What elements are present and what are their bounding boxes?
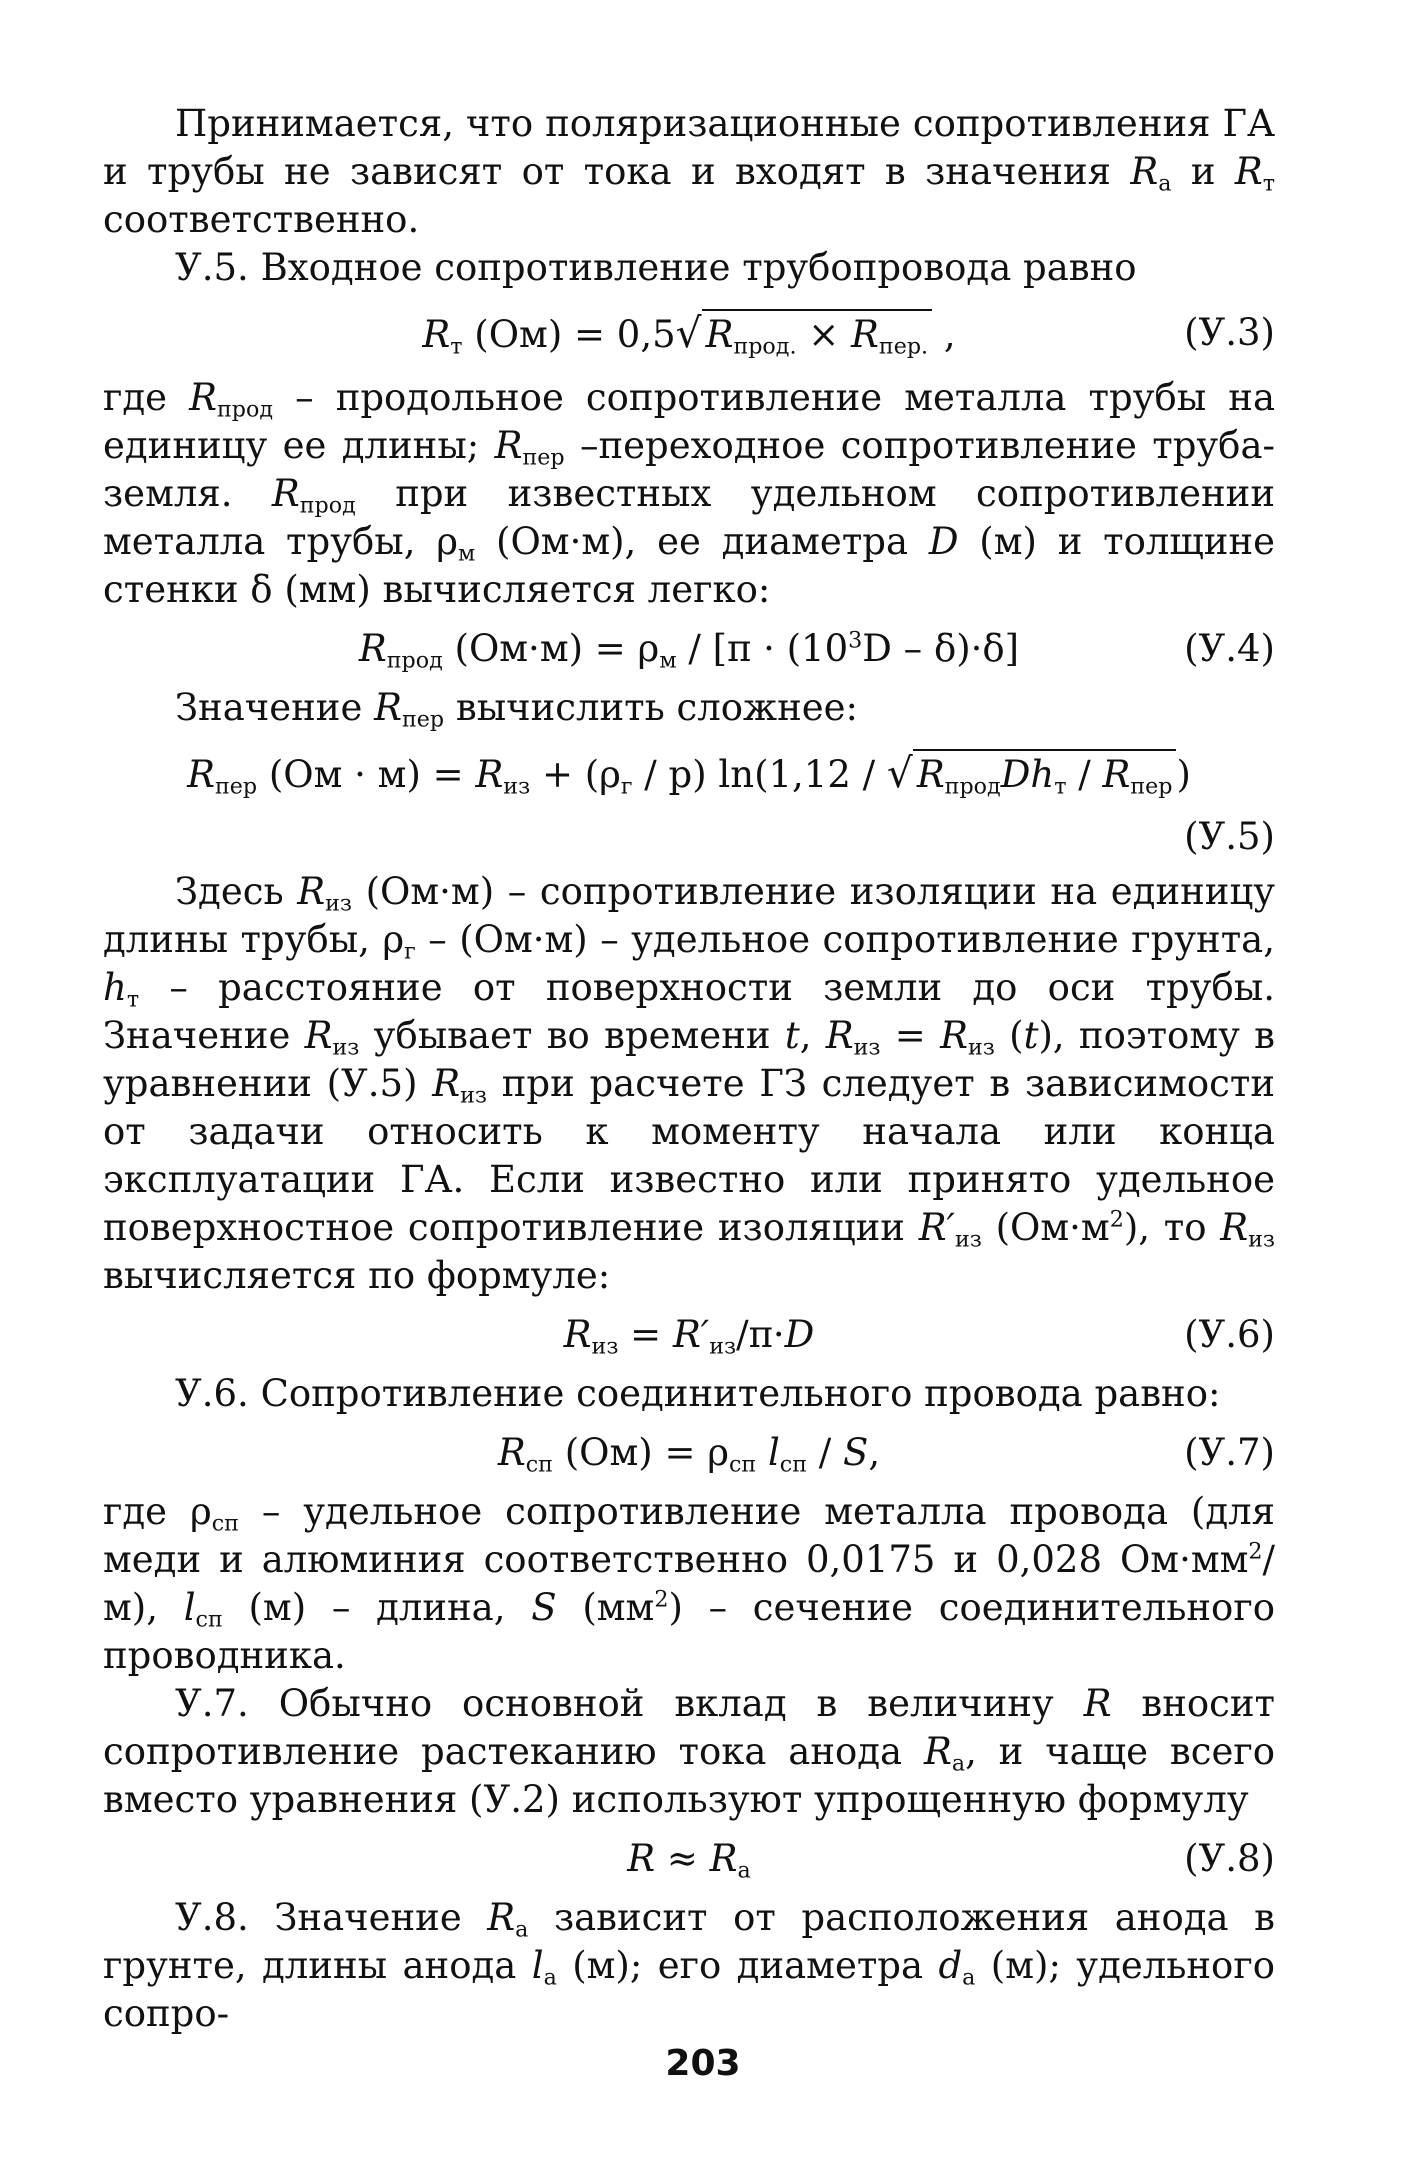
paragraph-u8: У.8. Значение $R_а$ зависит от расположения анода в грунте, длины анода $l_а$ (м); его диаметра $d_а$ (м); удельного сопро- [103, 1896, 1275, 2035]
formula-u8 [103, 1828, 1275, 1890]
formula-u3-number: (У.3) [1184, 311, 1275, 354]
formula-u3 [103, 296, 1275, 370]
page-number: 203 [665, 2043, 741, 2084]
formula-u7 [103, 1422, 1275, 1484]
paragraph-u6-heading: У.6. Сопротивление соединительного провода равно: [175, 1372, 1221, 1415]
formula-u6 [103, 1304, 1275, 1366]
formula-u7-body: $R_{сп}$ $(Ом) = \rho_{сп}$ $l_{сп}$ / S, [497, 1431, 881, 1478]
paragraph-riz-description: Здесь $R_{из}$ (Ом·м) – сопротивление изоляции на единицу длины трубы, $\rho_г - (Ом\cdot м)$ – удельное сопротивление грунта, $h_т$ – расстояние от поверхности земли до оси трубы. Значение $R_{из}$ убывает во времени t, $R_{из} = R_{из}$ (t), поэтому в уравнении (У.5) $R_{из}$ при расчете ГЗ следует в зависимости от задачи относить к моменту начала или конца эксплуатации ГА. Если известно или принято удельное поверхностное сопротивление изоляции $R'_{из}$ $(Ом\cdot м^2)$, то $R_{из}$ вычисляется по формуле: [103, 870, 1276, 1297]
paragraph-rsp-definition: где $\rho_{сп}$ – удельное сопротивление металла провода (для меди и алюминия соответственно 0,0175 и 0,028 $Ом\cdot мм^2/м$), $l_{сп}$ (м) – длина, S $(мм^2)$ – сечение соединительного проводника. [103, 1490, 1275, 1677]
paragraph-polarization: Принимается, что поляризационные сопротивления ГА и трубы не зависят от тока и входят в значения $R_а$ и $R_т$ соответственно. [103, 102, 1275, 241]
formula-u4-number: (У.4) [1184, 627, 1275, 670]
paragraph-u7: У.7. Обычно основной вклад в величину R вносит сопротивление растеканию тока анода $R_а$, и чаще всего вместо уравнения (У.2) используют упрощенную формулу [103, 1682, 1275, 1821]
formula-u4-body: $R_{прод}$ $(Ом\cdot м) = \rho_м / [\pi \cdot (10^3D - \delta)\cdot\delta]$ [358, 627, 1020, 674]
formula-u6-body: $R_{из} = R'_{из}/\pi\cdot D$ [563, 1313, 815, 1360]
paragraph-rper-intro: Значение $R_{пер}$ вычислить сложнее: [175, 686, 858, 733]
formula-u8-number: (У.8) [1184, 1837, 1275, 1880]
formula-u5 [103, 736, 1275, 864]
formula-u5-body: $R_{пер}$ $(Ом \cdot м) = R_{из} + (\rho_г / p)$ ln(1,12 / √ $R_{прод}Dh_т / R_{пер}$ ) [187, 749, 1191, 800]
formula-u7-number: (У.7) [1184, 1431, 1275, 1474]
paragraph-rprod-definition: где $R_{прод}$ – продольное сопротивление металла трубы на единицу ее длины; $R_{пер}$ –переходное сопротивление труба-земля. $R_{прод}$ при известных удельном сопротивлении металла трубы, $\rho_м$ (Ом·м), ее диаметра D (м) и толщине стенки δ (мм) вычисляется легко: [103, 376, 1276, 611]
document-page [103, 100, 1275, 2038]
formula-u3-body: $R_т$ (Ом) = 0,5√ $R_{прод.} \times R_{пер.}$ , [422, 309, 956, 360]
formula-u6-number: (У.6) [1184, 1313, 1275, 1356]
paragraph-u5-heading: У.5. Входное сопротивление трубопровода равно [175, 246, 1137, 289]
formula-u4 [103, 618, 1275, 680]
formula-u8-body: $R \approx R_а$ [627, 1837, 751, 1884]
formula-u5-number: (У.5) [1184, 815, 1275, 858]
